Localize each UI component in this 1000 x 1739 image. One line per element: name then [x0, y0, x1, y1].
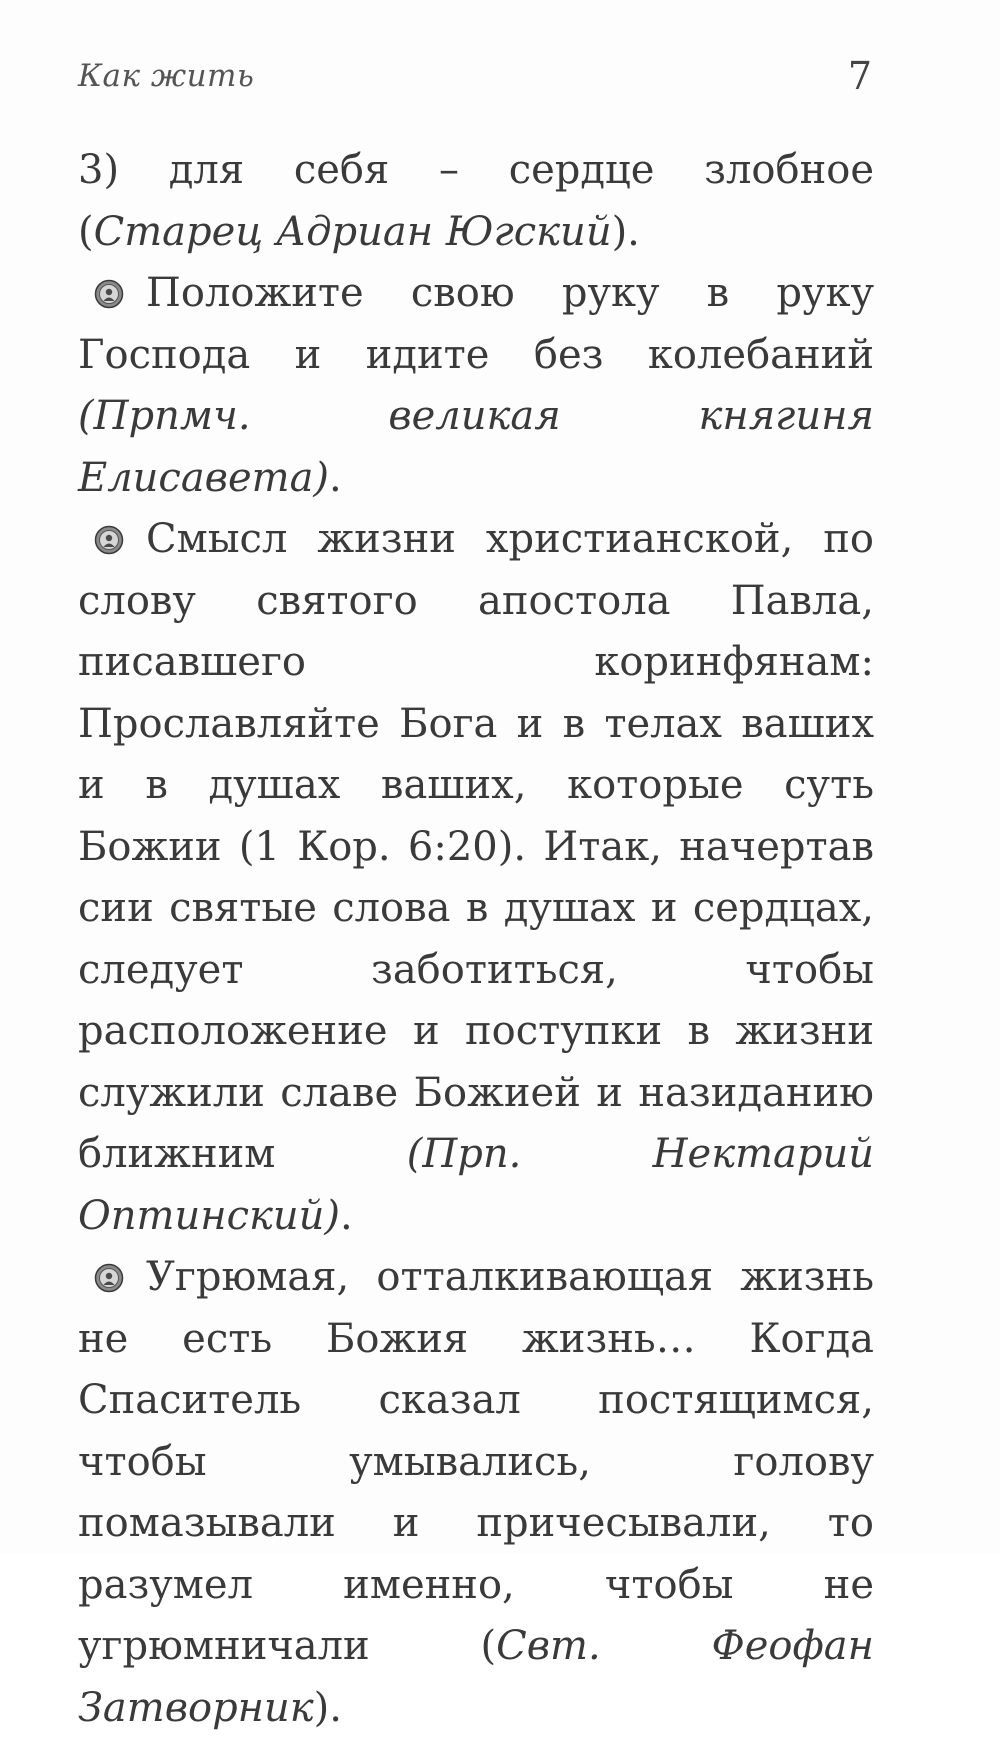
- paragraph-text: Угрюмая, отталкивающая жизнь не есть Божия жизнь… Когда Спаситель сказал постящимся, чтобы умывались, голову помазывали и причесывали, то разумел именно, чтобы не угрюмничали (: [78, 1254, 874, 1669]
- attribution: Свт. Феофан Затворник: [78, 1623, 874, 1731]
- paragraph-1: [78, 140, 874, 263]
- paragraph-3: [78, 509, 874, 1247]
- paragraph-tail: .: [340, 1192, 353, 1239]
- paragraph-2: [78, 263, 874, 509]
- running-title: Как жить: [78, 58, 255, 94]
- saint-medallion-icon: [94, 279, 124, 309]
- paragraph-text: Положите свою руку в руку Господа и идите без колебаний: [78, 270, 874, 378]
- paragraph-tail: .: [329, 454, 342, 501]
- paragraph-4: [78, 1247, 874, 1739]
- paragraph-tail: ).: [611, 208, 640, 255]
- attribution: Старец Адриан Югский: [93, 208, 612, 255]
- paragraph-tail: ).: [313, 1684, 342, 1731]
- saint-medallion-icon: [94, 1263, 124, 1293]
- paragraph-text: Смысл жизни христианской, по слову святого апостола Павла, писавшего коринфянам: Прославляйте Бога и в телах ваших и в душах ваших, которые суть Божии (1 Кор. 6:20). Итак, начертав сии святые слова в душах и сердцах, следует заботиться, чтобы расположение и поступки в жизни служили славе Божией и назиданию ближним: [78, 516, 874, 1177]
- attribution: (Прп. Нектарий Оптинский): [78, 1131, 874, 1239]
- paragraph-text: 3) для себя – сердце злобное (: [78, 147, 874, 255]
- page-body: [78, 140, 874, 1739]
- attribution: (Прпмч. великая княгиня Елисавета): [78, 393, 874, 501]
- saint-medallion-icon: [94, 525, 124, 555]
- page-number: 7: [847, 54, 872, 98]
